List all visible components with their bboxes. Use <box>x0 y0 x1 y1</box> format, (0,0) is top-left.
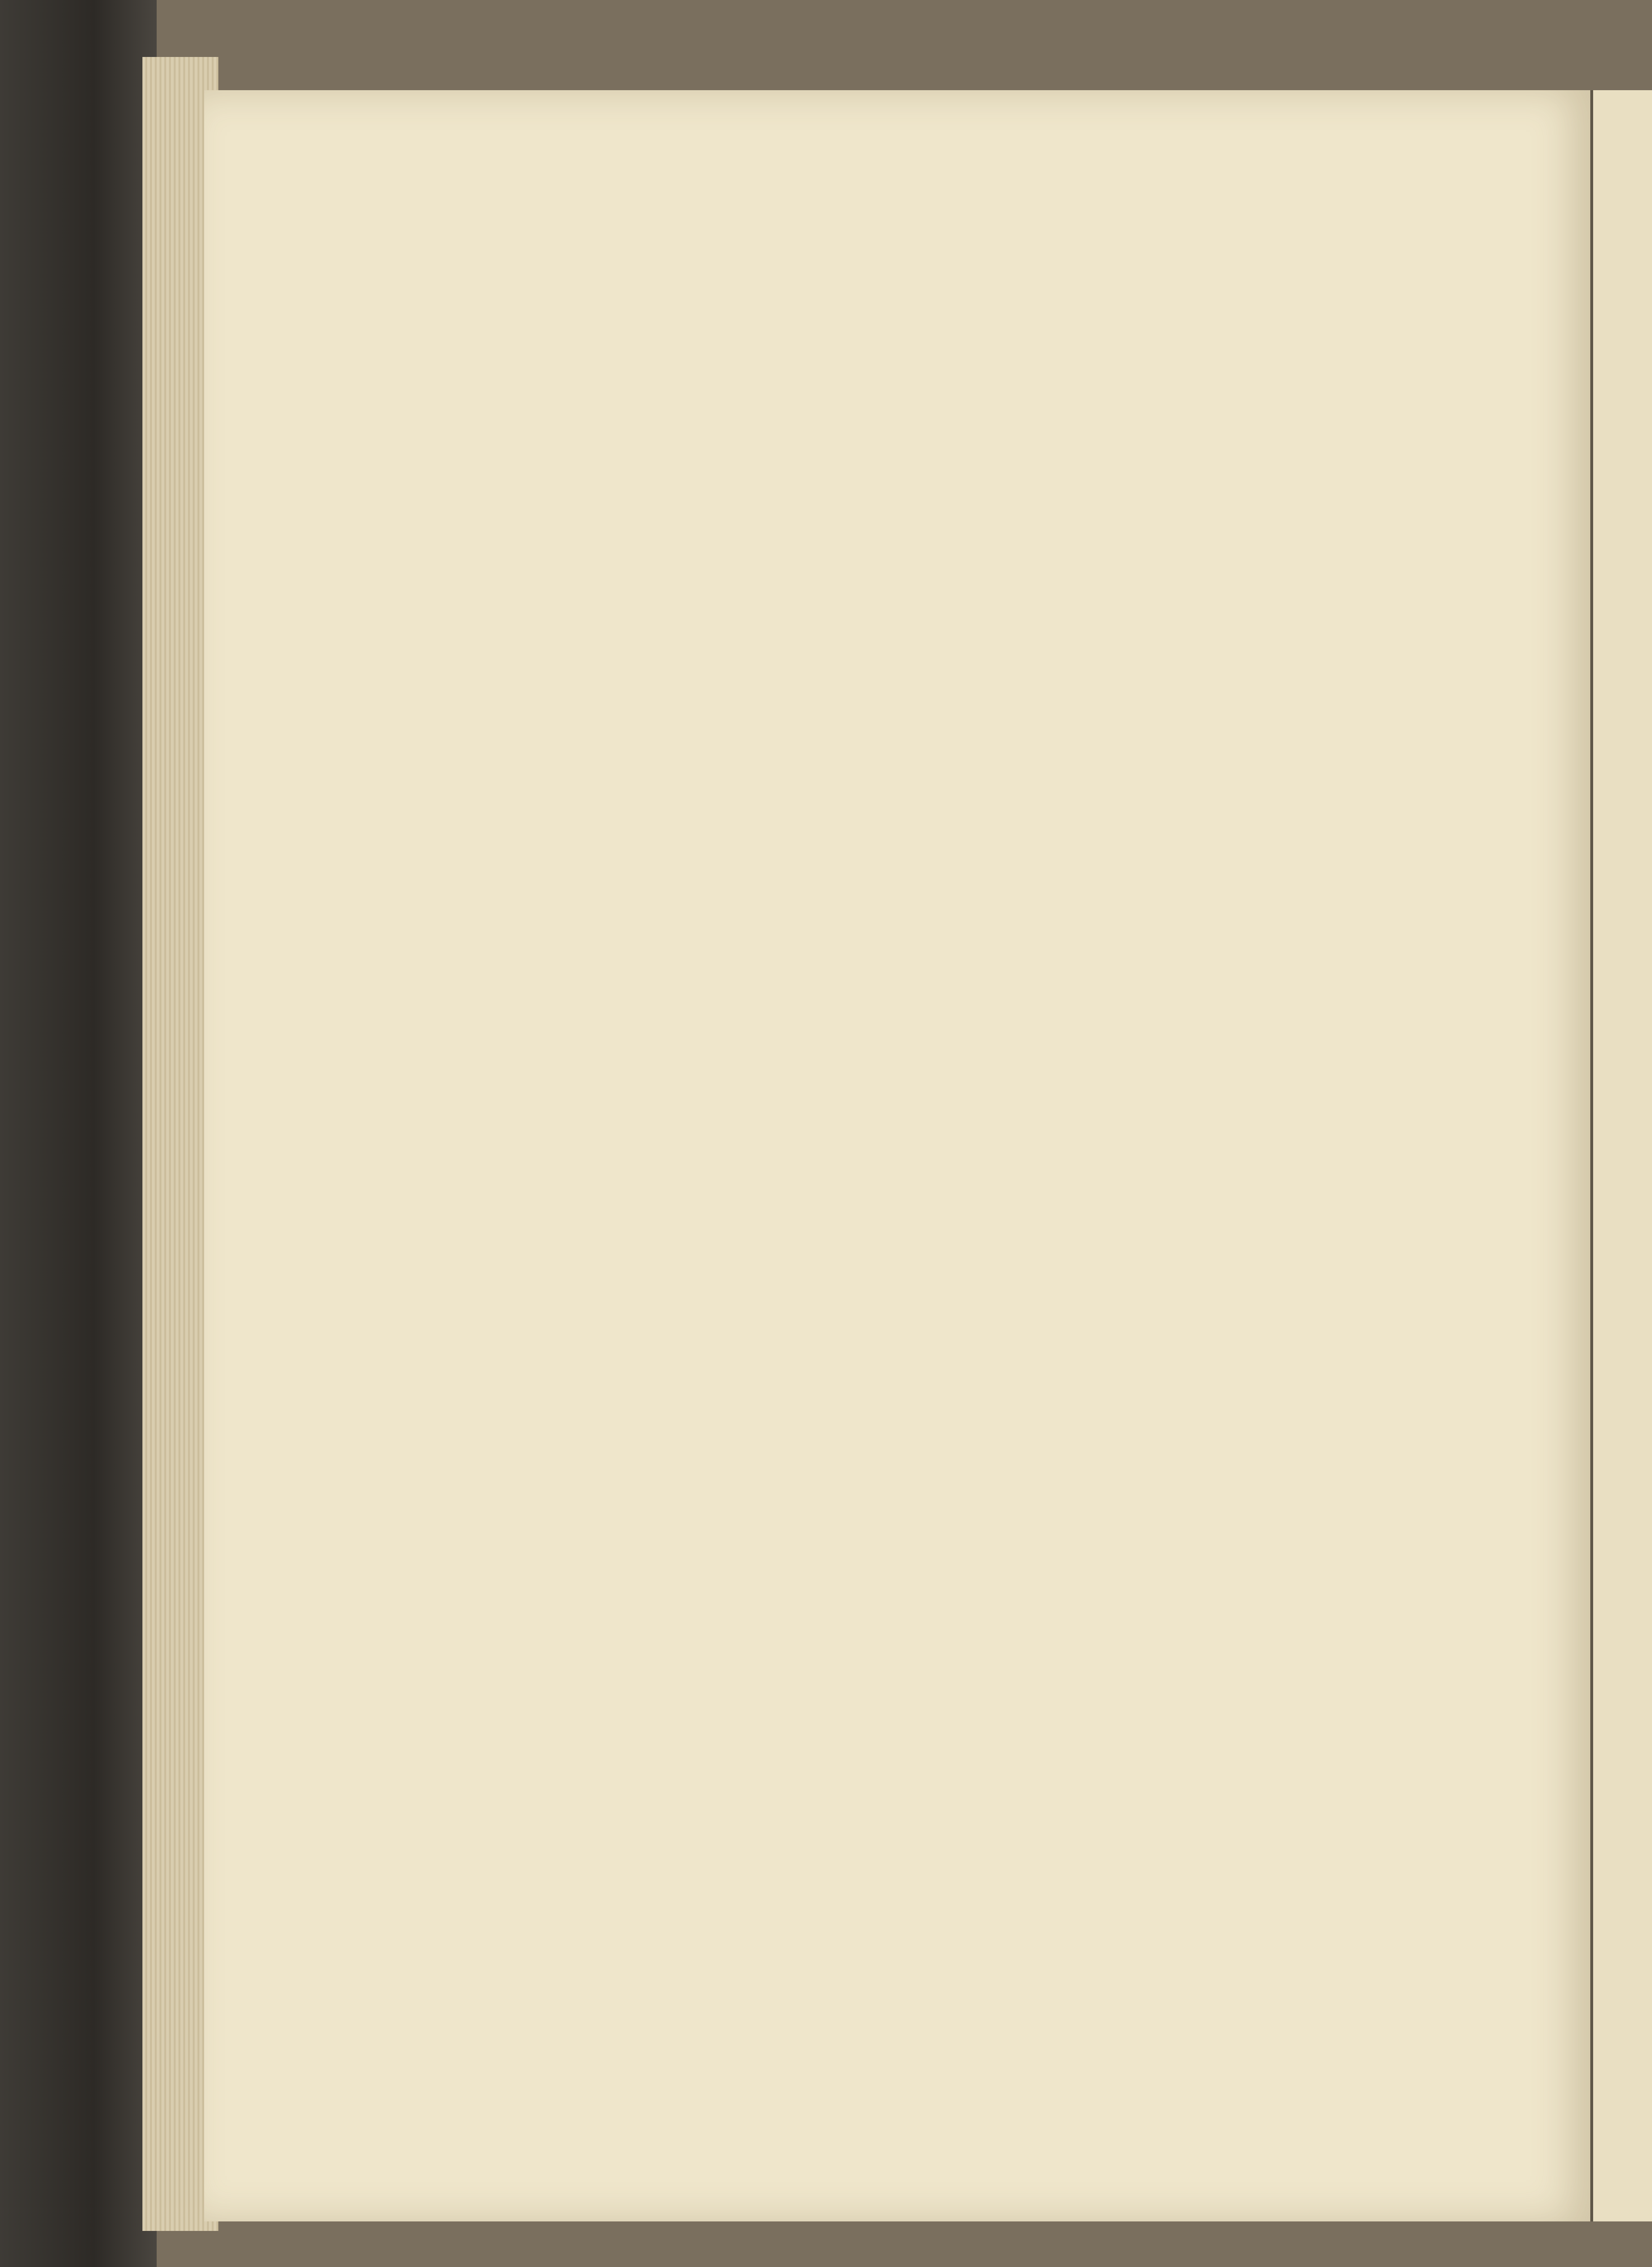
page-content <box>313 166 1533 195</box>
document-page <box>204 90 1590 2221</box>
book-binding <box>0 0 157 2267</box>
facing-page-fragment <box>1590 90 1652 2221</box>
